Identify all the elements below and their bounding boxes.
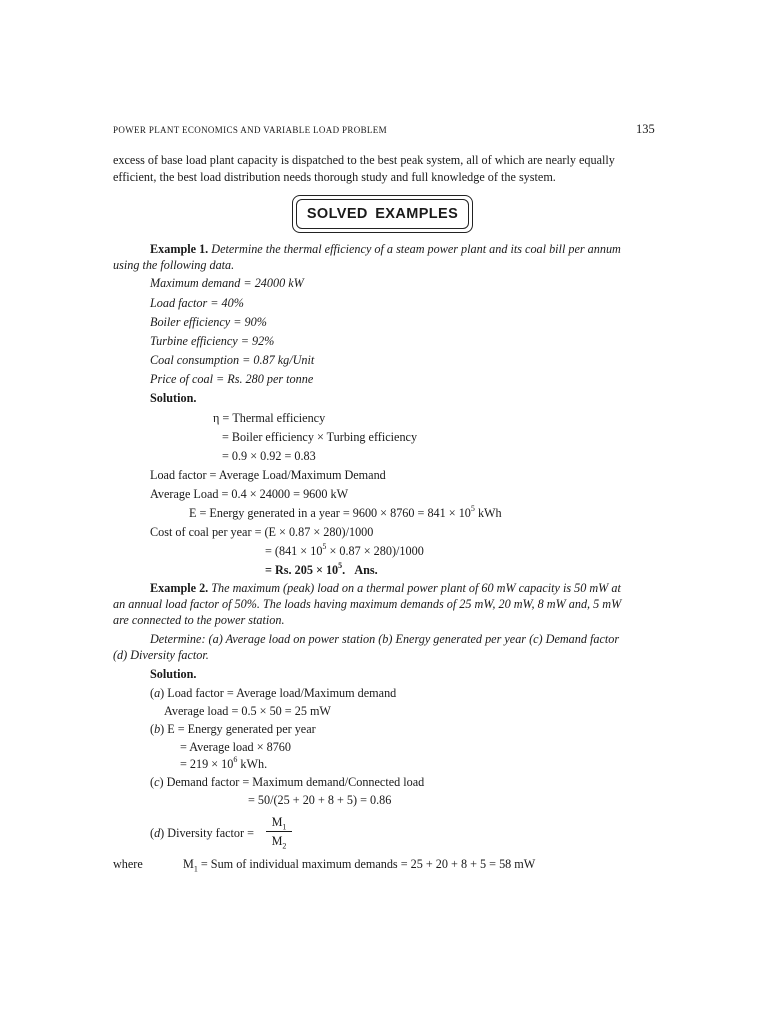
given-coal-price: Price of coal = Rs. 280 per tonne: [150, 372, 314, 386]
running-header: POWER PLANT ECONOMICS AND VARIABLE LOAD PROBLEM: [113, 125, 387, 135]
part-d-line: (d) Diversity factor =: [150, 826, 255, 840]
given-max-demand: Maximum demand = 24000 kW: [150, 276, 304, 290]
where-label: where: [113, 857, 143, 871]
efficiency-value: = 0.9 × 0.92 = 0.83: [222, 449, 316, 463]
example-1-text-b: using the following data.: [113, 258, 235, 272]
part-b-value: = $219 \times 10^6$ kWh.: [180, 754, 268, 771]
part-c-value: = 50/(25 + 20 + 8 + 5) = 0.86: [248, 793, 392, 807]
example-1-solution-label: Solution.: [150, 391, 197, 405]
part-a-line: (a) Load factor = Average load/Maximum demand: [150, 686, 397, 700]
example-2-label: Example 2.: [150, 581, 209, 595]
m1-definition: $M_1$ = Sum of individual maximum demands = 25 + 20 + 8 + 5 = 58 mW: [183, 857, 536, 874]
diversity-fraction: [266, 815, 292, 849]
coal-cost-result: = Rs. $205 \times 10^5$. Ans.: [265, 560, 378, 577]
example-2-text-c: are connected to the power station.: [113, 613, 285, 627]
fraction-numerator: $M_1$: [271, 815, 287, 832]
example-2-solution-label: Solution.: [150, 667, 197, 681]
example-1-label: Example 1.: [150, 242, 209, 256]
section-title: SOLVED EXAMPLES: [296, 199, 469, 229]
fraction-denominator: $M_2$: [271, 834, 287, 851]
given-turbine-efficiency: Turbine efficiency = 92%: [150, 334, 275, 348]
fraction-bar: [266, 831, 292, 832]
efficiency-formula: = Boiler efficiency × Turbing efficiency: [222, 430, 418, 444]
example-2-statement: Example 2. The maximum (peak) load on a thermal power plant of 60 mW capacity is 50 mW at: [150, 581, 621, 595]
energy-generated-line: E = Energy generated in a year = $9600 \times 8760 = 841 \times 10^5$ kWh: [189, 503, 502, 520]
ans-label: Ans.: [354, 563, 378, 577]
eta-symbol: η: [213, 411, 220, 425]
intro-line-1: excess of base load plant capacity is dispatched to the best peak system, all of which are nearly equally: [113, 153, 615, 167]
example-2-text-b: an annual load factor of 50%. The loads having maximum demands of 25 mW, 20 mW, 8 mW and, 5 mW: [113, 597, 622, 611]
thermal-efficiency-def: η = Thermal efficiency: [213, 411, 326, 425]
example-2-determine-a: Determine: (a) Average load on power station (b) Energy generated per year (c) Demand factor: [150, 632, 620, 646]
part-b-line: (b) E = Energy generated per year: [150, 722, 316, 736]
intro-line-2: efficient, the best load distribution needs thorough study and full knowledge of the system.: [113, 170, 556, 184]
example-1-text-a: Determine the thermal efficiency of a steam power plant and its coal bill per annum: [211, 242, 621, 256]
section-title-badge: [292, 195, 473, 233]
load-factor-line: Load factor = Average Load/Maximum Demand: [150, 468, 386, 482]
coal-cost-line: Cost of coal per year = (E × 0.87 × 280)/1000: [150, 525, 374, 539]
part-a-value: Average load = 0.5 × 50 = 25 mW: [164, 704, 331, 718]
average-load-line: Average Load = 0.4 × 24000 = 9600 kW: [150, 487, 349, 501]
given-coal-consumption: Coal consumption = 0.87 kg/Unit: [150, 353, 315, 367]
given-boiler-efficiency: Boiler efficiency = 90%: [150, 315, 267, 329]
given-load-factor: Load factor = 40%: [150, 296, 244, 310]
part-b-step: = Average load × 8760: [180, 740, 291, 754]
example-1-statement: [150, 241, 621, 257]
example-2-determine-b: (d) Diversity factor.: [113, 648, 209, 662]
coal-cost-substituted: = $(841 \times 10^5 \times 0.87 \times 280)/1000$: [265, 541, 424, 558]
page-number: 135: [636, 122, 655, 136]
part-c-line: (c) Demand factor = Maximum demand/Connected load: [150, 775, 425, 789]
